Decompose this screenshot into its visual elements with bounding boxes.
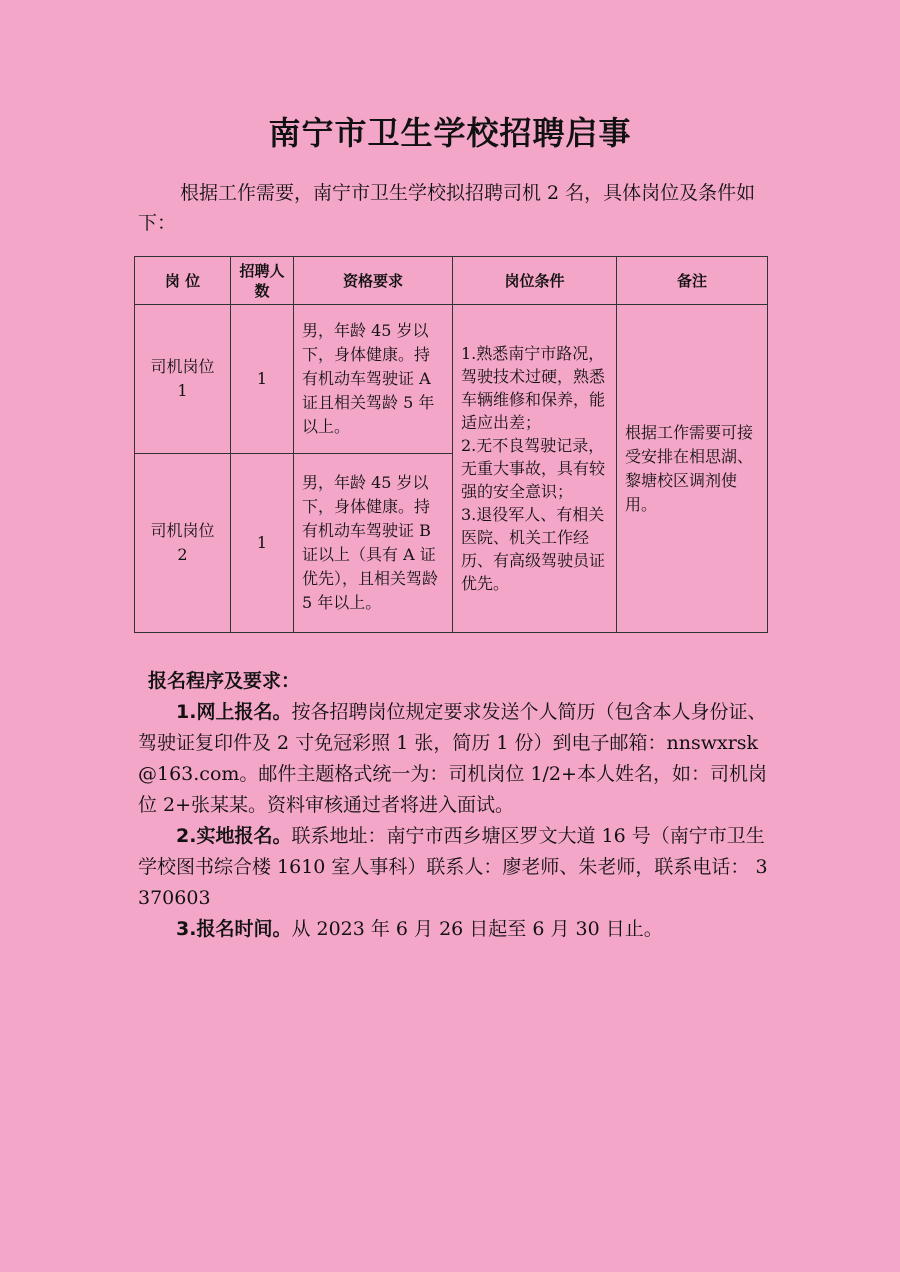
cell-remarks: 根据工作需要可接受安排在相思湖、黎塘校区调剂使用。 [617,305,768,633]
procedure-item-text: 按各招聘岗位规定要求发送个人简历（包含本人身份证、驾驶证复印件及 2 寸免冠彩照 1 张，简历 1 份）到电子邮箱：nnswxrsk@163.com。邮件主题格式统一为：司机岗位 1/2+本人姓名，如：司机岗位 2+张某某。资料审核通过者将进入面试。 [138,701,767,816]
procedure-item-lead: 3.报名时间。 [176,918,292,940]
table-header-row [135,257,768,305]
page-title: 南宁市卫生学校招聘启事 [268,114,632,152]
table-row [135,305,768,454]
header-position: 岗 位 [135,257,231,305]
condition-item: 3.退役军人、有相关医院、机关工作经历、有高级驾驶员证优先。 [461,505,606,593]
section-title: 报名程序及要求： [148,670,301,692]
procedure-item [138,697,770,821]
header-remarks: 备注 [617,257,768,305]
procedure-item-text: 联系地址：南宁市西乡塘区罗文大道 16 号（南宁市卫生学校图书综合楼 1610 室人事科）联系人：廖老师、朱老师，联系电话： 3370603 [138,825,768,909]
cell-conditions [453,305,617,633]
condition-item: 1.熟悉南宁市路况，驾驶技术过硬，熟悉车辆维修和保养，能适应出差； [461,344,606,432]
cell-qualification: 男，年龄 45 岁以下，身体健康。持有机动车驾驶证 B 证以上（具有 A 证优先），且相关驾龄 5 年以上。 [294,454,453,633]
procedure-item-text: 从 2023 年 6 月 26 日起至 6 月 30 日止。 [291,918,663,940]
cell-qualification: 男，年龄 45 岁以下，身体健康。持有机动车驾驶证 A 证且相关驾龄 5 年以上。 [294,305,453,454]
procedure-section [138,666,770,945]
cell-position: 司机岗位 1 [135,305,231,454]
cell-count: 1 [231,305,294,454]
procedure-item [138,821,770,914]
intro-paragraph: 根据工作需要，南宁市卫生学校拟招聘司机 2 名，具体岗位及条件如下： [138,182,756,234]
job-table [134,256,768,633]
cell-position: 司机岗位 2 [135,454,231,633]
header-qualification: 资格要求 [294,257,453,305]
condition-item: 2.无不良驾驶记录，无重大事故，具有较强的安全意识； [461,436,606,501]
header-count: 招聘人数 [231,257,294,305]
procedure-item-lead: 1.网上报名。 [176,701,292,723]
cell-count: 1 [231,454,294,633]
procedure-item [138,914,770,945]
header-conditions: 岗位条件 [453,257,617,305]
procedure-item-lead: 2.实地报名。 [176,825,292,847]
